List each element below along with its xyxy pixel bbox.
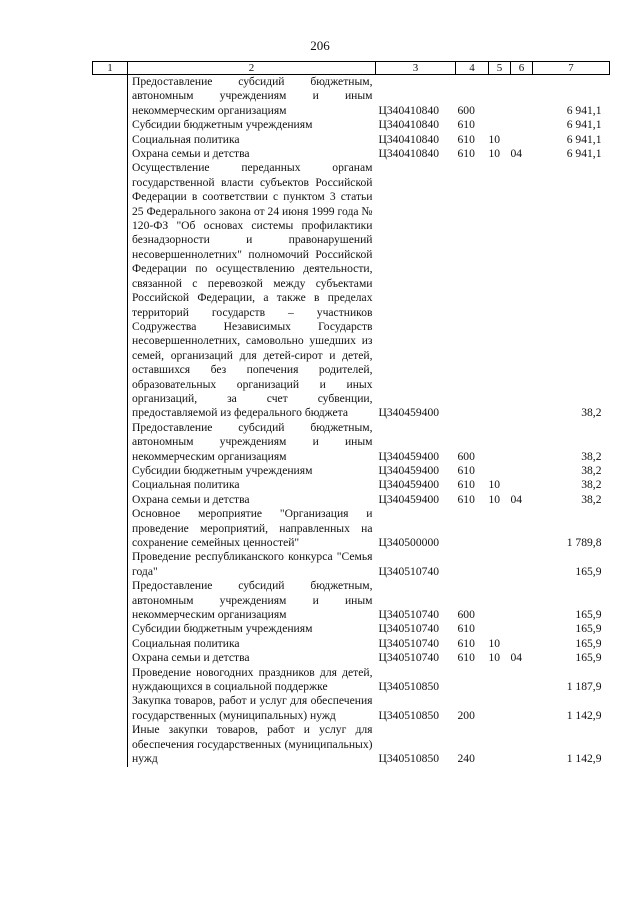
- row-spacer: [93, 478, 128, 492]
- row-spacer: [93, 161, 128, 420]
- row-vr: 610: [457, 492, 475, 506]
- row-rz: 10: [488, 492, 501, 506]
- row-code: Ц340510740: [378, 622, 440, 636]
- row-rz: [489, 723, 511, 766]
- row-sum: 6 941,1: [566, 103, 602, 117]
- row-vr: 610: [457, 478, 475, 492]
- row-vr: [456, 161, 489, 420]
- row-sum: 6 941,1: [566, 118, 602, 132]
- row-name: Социальная политика: [128, 637, 376, 651]
- row-name: Субсидии бюджетным учреждениям: [128, 622, 376, 636]
- row-rz: [489, 464, 511, 478]
- row-code: Ц340410840: [378, 147, 440, 161]
- row-name: Субсидии бюджетным учреждениям: [128, 118, 376, 132]
- row-pr: [511, 694, 533, 723]
- row-code: Ц340510740: [378, 608, 440, 622]
- row-name: Основное мероприятие "Организация и проведение мероприятий, направленных на сохранение семейных ценностей": [128, 507, 376, 550]
- header-col-3: 3: [376, 62, 456, 75]
- row-spacer: [93, 118, 128, 132]
- row-sum: 165,9: [575, 564, 602, 578]
- row-rz: [489, 161, 511, 420]
- row-name: Иные закупки товаров, работ и услуг для обеспечения государственных (муниципальных) нужд: [128, 723, 376, 766]
- row-sum: 6 941,1: [566, 147, 602, 161]
- row-name: Проведение новогодних праздников для детей, нуждающихся в социальной поддержке: [128, 666, 376, 695]
- table-row: [93, 161, 610, 420]
- table-row: [93, 550, 610, 579]
- header-col-5: 5: [489, 62, 511, 75]
- row-name: Закупка товаров, работ и услуг для обеспечения государственных (муниципальных) нужд: [128, 694, 376, 723]
- row-pr: [511, 133, 533, 147]
- table-row: [93, 622, 610, 636]
- row-code: Ц340500000: [378, 536, 440, 549]
- table-row: [93, 579, 610, 622]
- row-spacer: [93, 507, 128, 550]
- row-vr: 610: [457, 651, 475, 665]
- row-name: Социальная политика: [128, 478, 376, 492]
- table-body: [93, 75, 610, 767]
- row-code: Ц340510740: [378, 636, 440, 650]
- row-pr: [511, 579, 533, 622]
- row-vr: [456, 507, 489, 550]
- row-pr: [511, 118, 533, 132]
- row-rz: [489, 579, 511, 622]
- table-header: [93, 62, 610, 75]
- row-pr: [511, 723, 533, 766]
- row-spacer: [93, 723, 128, 766]
- row-sum: 38,2: [581, 463, 602, 477]
- row-sum: 1 142,9: [566, 708, 602, 722]
- row-vr: 610: [457, 147, 475, 161]
- row-sum: 1 789,8: [566, 536, 602, 549]
- row-vr: 610: [457, 118, 475, 132]
- table-row: [93, 723, 610, 766]
- row-pr: [511, 478, 533, 492]
- row-vr: 600: [457, 608, 475, 622]
- row-spacer: [93, 622, 128, 636]
- row-code: Ц340410840: [378, 132, 440, 146]
- row-vr: 610: [457, 636, 475, 650]
- row-vr: 610: [457, 132, 475, 146]
- row-rz: 10: [488, 478, 501, 492]
- row-code: Ц340510850: [378, 752, 440, 766]
- row-rz: 10: [488, 651, 501, 665]
- row-code: Ц340459400: [378, 406, 440, 420]
- header-col-1: 1: [93, 62, 128, 75]
- row-code: Ц340459400: [378, 463, 440, 477]
- row-pr: [511, 161, 533, 420]
- table-row: [93, 133, 610, 147]
- row-code: Ц340459400: [378, 478, 440, 492]
- row-vr: 600: [457, 449, 475, 463]
- row-spacer: [93, 464, 128, 478]
- row-name: Охрана семьи и детства: [128, 651, 376, 665]
- row-code: Ц340510740: [378, 564, 440, 578]
- table-row: [93, 694, 610, 723]
- row-spacer: [93, 666, 128, 695]
- row-name: Социальная политика: [128, 133, 376, 147]
- row-pr: 04: [510, 492, 523, 506]
- table-row: [93, 478, 610, 492]
- header-col-7: 7: [533, 62, 610, 75]
- row-name: Проведение республиканского конкурса "Семья года": [128, 550, 376, 579]
- table-row: [93, 147, 610, 161]
- table-row: [93, 666, 610, 695]
- row-sum: 165,9: [575, 622, 602, 636]
- row-spacer: [93, 147, 128, 161]
- row-pr: [511, 666, 533, 695]
- row-name: Охрана семьи и детства: [128, 147, 376, 161]
- table-row: [93, 493, 610, 507]
- row-sum: 6 941,1: [566, 132, 602, 146]
- row-rz: [489, 694, 511, 723]
- header-col-2: 2: [128, 62, 376, 75]
- row-pr: [511, 464, 533, 478]
- row-code: Ц340459400: [378, 492, 440, 506]
- row-sum: 38,2: [581, 449, 602, 463]
- table-row: [93, 464, 610, 478]
- row-code: Ц340510850: [378, 708, 440, 722]
- row-code: Ц340410840: [378, 118, 440, 132]
- page-number: 206: [310, 38, 330, 53]
- row-rz: [489, 118, 511, 132]
- row-sum: 38,2: [581, 406, 602, 420]
- row-sum: 165,9: [575, 608, 602, 622]
- row-sum: 1 187,9: [566, 680, 602, 694]
- row-pr: [511, 550, 533, 579]
- row-rz: [489, 75, 511, 119]
- table-row: [93, 421, 610, 464]
- row-rz: [489, 507, 511, 550]
- header-col-6: 6: [511, 62, 533, 75]
- row-vr: 610: [457, 463, 475, 477]
- row-sum: 165,9: [575, 651, 602, 665]
- budget-table: [92, 61, 610, 767]
- row-vr: 200: [457, 708, 475, 722]
- row-pr: [511, 622, 533, 636]
- row-spacer: [93, 493, 128, 507]
- row-vr: 600: [457, 103, 475, 117]
- row-sum: 1 142,9: [566, 752, 602, 766]
- row-pr: [511, 507, 533, 550]
- row-pr: 04: [510, 651, 523, 665]
- row-vr: [456, 666, 489, 695]
- row-name: Предоставление субсидий бюджетным, автономным учреждениям и иным некоммерческим организациям: [128, 579, 376, 622]
- row-name: Осуществление переданных органам государственной власти субъектов Российской Федерации в соответствии с пунктом 3 статьи 25 Федерального закона от 24 июня 1999 года № 120-ФЗ "Об основах системы профилактики безнадзорности и правонарушений несовершеннолетних" полномочий Российской Федерации по осуществлению деятельности, связанной с перевозкой между субъектами Российской Федерации, а также в пределах территорий государств – участников Содружества Независимых Государств несовершеннолетних, самовольно ушедших из семей, организаций для детей-сирот и детей, оставшихся без попечения родителей, образовательных организаций и иных организаций, за счет субвенции, предоставляемой из федерального бюджета: [128, 161, 376, 420]
- row-sum: 38,2: [581, 492, 602, 506]
- row-spacer: [93, 579, 128, 622]
- row-rz: [489, 550, 511, 579]
- table-row: [93, 118, 610, 132]
- row-name: Субсидии бюджетным учреждениям: [128, 464, 376, 478]
- row-sum: 38,2: [581, 478, 602, 492]
- row-rz: [489, 666, 511, 695]
- row-name: Предоставление субсидий бюджетным, автономным учреждениям и иным некоммерческим организациям: [128, 75, 376, 119]
- row-code: Ц340459400: [378, 449, 440, 463]
- row-name: Предоставление субсидий бюджетным, автономным учреждениям и иным некоммерческим организациям: [128, 421, 376, 464]
- row-rz: [489, 421, 511, 464]
- row-spacer: [93, 133, 128, 147]
- row-code: Ц340510740: [378, 651, 440, 665]
- row-spacer: [93, 637, 128, 651]
- row-vr: [456, 550, 489, 579]
- table-row: [93, 637, 610, 651]
- row-sum: 165,9: [575, 636, 602, 650]
- row-rz: [489, 622, 511, 636]
- row-rz: 10: [488, 147, 501, 161]
- row-pr: 04: [510, 147, 523, 161]
- row-spacer: [93, 421, 128, 464]
- row-code: Ц340410840: [378, 103, 440, 117]
- row-spacer: [93, 651, 128, 665]
- table-row: [93, 507, 610, 550]
- header-col-4: 4: [456, 62, 489, 75]
- row-name: Охрана семьи и детства: [128, 493, 376, 507]
- table-row: [93, 651, 610, 665]
- row-spacer: [93, 550, 128, 579]
- row-vr: 610: [457, 622, 475, 636]
- row-vr: 240: [457, 752, 475, 766]
- row-pr: [511, 637, 533, 651]
- row-pr: [511, 75, 533, 119]
- row-spacer: [93, 75, 128, 119]
- table-row: [93, 75, 610, 119]
- row-pr: [511, 421, 533, 464]
- row-spacer: [93, 694, 128, 723]
- row-rz: 10: [488, 132, 501, 146]
- row-rz: 10: [488, 636, 501, 650]
- row-code: Ц340510850: [378, 680, 440, 694]
